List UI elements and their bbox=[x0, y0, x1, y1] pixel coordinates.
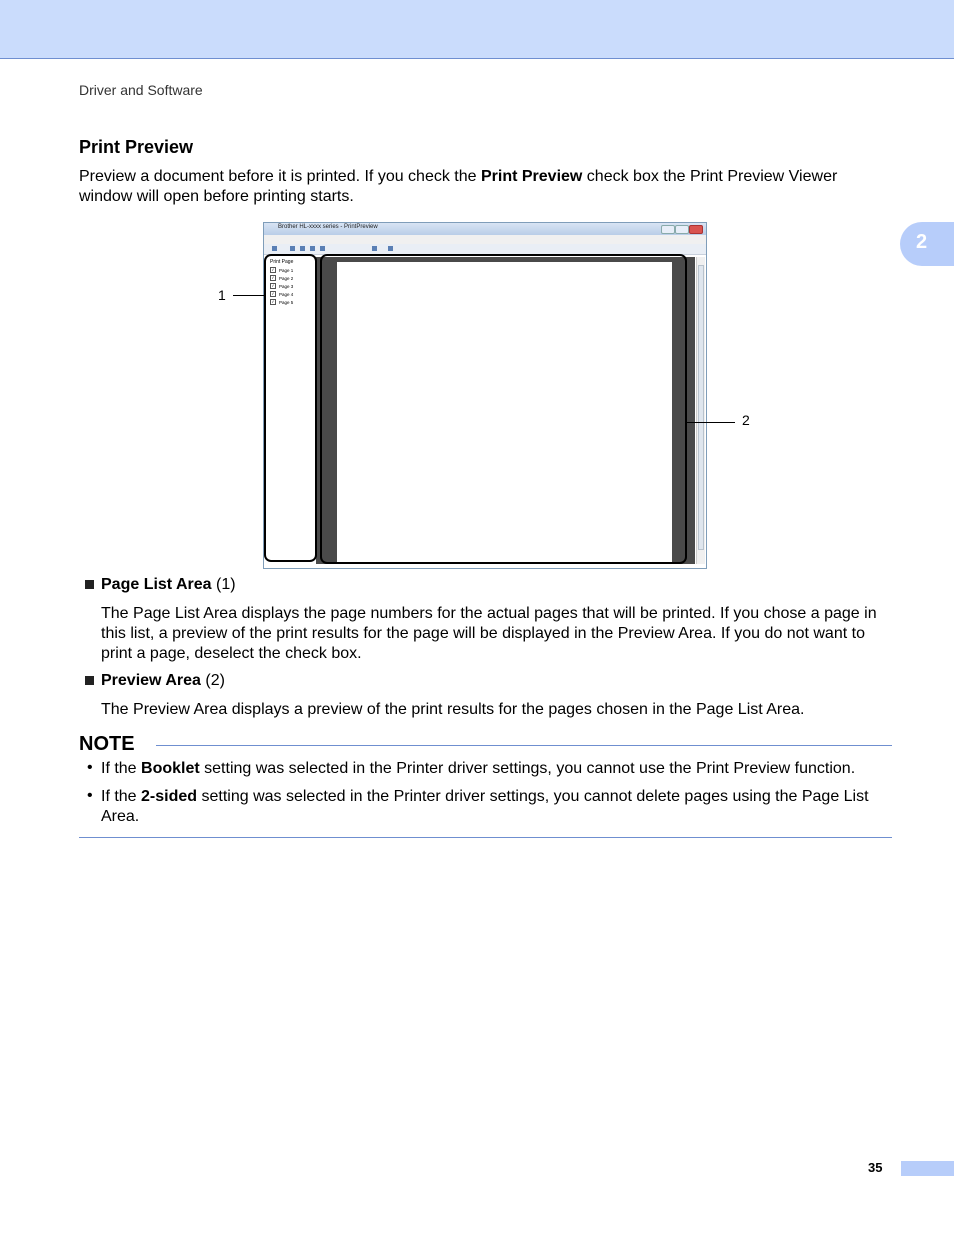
print-icon bbox=[272, 246, 277, 251]
page-list-header: Print Page bbox=[270, 259, 294, 265]
callout-label-2: 2 bbox=[742, 412, 750, 428]
page-list-item: ✓ Page 5 bbox=[271, 299, 294, 305]
first-page-icon bbox=[290, 246, 295, 251]
next-page-icon bbox=[310, 246, 315, 251]
close-icon bbox=[689, 225, 703, 234]
vertical-scrollbar bbox=[696, 257, 705, 564]
callout-line-1 bbox=[233, 295, 264, 296]
item-body-preview: The Preview Area displays a preview of the print results for the pages chosen in the Page List Area. bbox=[101, 701, 805, 718]
callout-box-preview bbox=[320, 254, 687, 564]
checkbox-icon: ✓ bbox=[271, 267, 275, 272]
zoom-out-icon bbox=[388, 246, 393, 251]
intro-bold: Print Preview bbox=[480, 168, 583, 185]
note-title: NOTE bbox=[79, 733, 135, 755]
note-bullet-2: If the 2-sided setting was selected in the Printer driver settings, you cannot delete pages using the Page List Area. bbox=[101, 788, 869, 825]
running-header: Driver and Software bbox=[79, 82, 203, 98]
minimize-icon bbox=[661, 225, 675, 234]
footer-bar bbox=[901, 1161, 954, 1176]
note-bottom-divider bbox=[79, 837, 892, 838]
note-bullet-dot: • bbox=[87, 787, 93, 804]
scrollbar-thumb bbox=[698, 265, 704, 550]
bullet-square bbox=[85, 676, 94, 685]
checkbox-icon: ✓ bbox=[271, 299, 275, 304]
page-list-item: ✓ Page 4 bbox=[271, 291, 294, 297]
window-titlebar bbox=[264, 223, 706, 235]
note-bullet-dot: • bbox=[87, 759, 93, 776]
maximize-icon bbox=[675, 225, 689, 234]
callout-box-page-list bbox=[264, 254, 317, 562]
chapter-tab bbox=[900, 222, 954, 266]
callout-label-1: 1 bbox=[218, 287, 226, 303]
checkbox-icon: ✓ bbox=[271, 291, 275, 296]
note-divider bbox=[156, 745, 892, 746]
page-list-item: ✓ Page 2 bbox=[271, 275, 294, 281]
checkbox-icon: ✓ bbox=[271, 275, 275, 280]
menu-bar bbox=[264, 235, 706, 244]
note-bullet-1: If the Booklet setting was selected in the Printer driver settings, you cannot use the Print Preview function. bbox=[101, 760, 856, 777]
page-list-item: ✓ Page 1 bbox=[271, 267, 294, 273]
top-header-band bbox=[0, 0, 954, 59]
last-page-icon bbox=[320, 246, 325, 251]
prev-page-icon bbox=[300, 246, 305, 251]
item-body-page-list: The Page List Area displays the page numbers for the actual pages that will be printed. If you chose a page in this list, a preview of the print results for the page will be displayed in the Preview Area. If you do not want to print a page, deselect the check box. bbox=[101, 605, 877, 662]
bullet-square bbox=[85, 580, 94, 589]
page-number: 35 bbox=[868, 1160, 883, 1175]
intro-paragraph: Preview a document before it is printed. If you check the Print Preview check box the Print Preview Viewer window will open before printing starts. bbox=[79, 168, 838, 205]
callout-line-2 bbox=[687, 422, 735, 423]
chapter-number: 2 bbox=[916, 231, 928, 253]
item-heading-page-list: Page List Area (1) bbox=[101, 576, 236, 593]
page-list-item: ✓ Page 3 bbox=[271, 283, 294, 289]
checkbox-icon: ✓ bbox=[271, 283, 275, 288]
item-heading-preview: Preview Area (2) bbox=[101, 672, 225, 689]
section-title: Print Preview bbox=[79, 137, 194, 157]
window-title: Brother HL-xxxx series - PrintPreview bbox=[278, 224, 378, 230]
zoom-in-icon bbox=[372, 246, 377, 251]
